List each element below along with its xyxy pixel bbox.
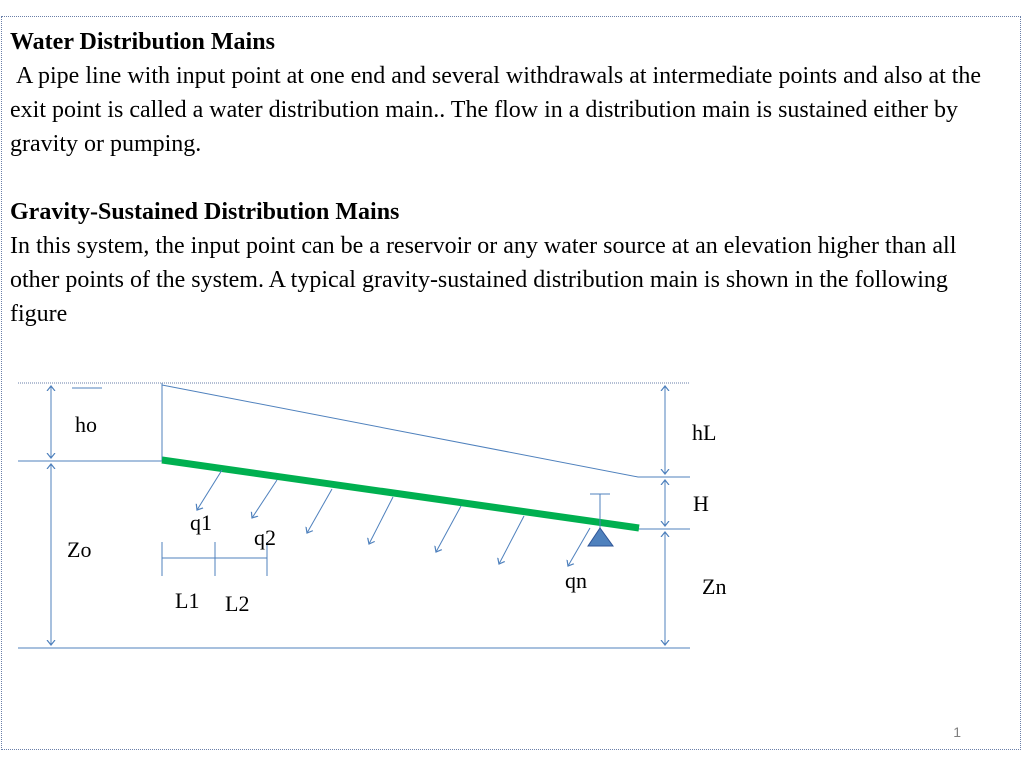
withdrawal-arrows <box>197 470 590 566</box>
withdrawal-arrow-icon <box>197 470 222 510</box>
label-zo: Zo <box>67 537 92 562</box>
label-q2: q2 <box>254 525 276 550</box>
withdrawal-arrow-icon <box>369 497 393 544</box>
withdrawal-arrow-icon <box>307 489 332 533</box>
label-ho: ho <box>75 412 97 437</box>
slide-title: Water Distribution Mains <box>10 29 275 55</box>
hydraulic-grade-line <box>162 385 690 477</box>
triangle-valve-icon <box>588 528 613 546</box>
label-hl: hL <box>692 420 717 445</box>
section-paragraph: In this system, the input point can be a reservoir or any water source at an elevation higher than all other points of the system. A typical gravity-sustained distribution main is shown in the following figure <box>10 233 957 327</box>
withdrawal-arrow-icon <box>499 516 524 564</box>
label-q1: q1 <box>190 510 212 535</box>
section-title: Gravity-Sustained Distribution Mains <box>10 199 400 225</box>
label-l1: L1 <box>175 588 200 613</box>
label-zn: Zn <box>702 574 727 599</box>
page-number: 1 <box>953 724 961 740</box>
label-l2: L2 <box>225 591 250 616</box>
withdrawal-arrow-icon <box>252 480 277 518</box>
intro-paragraph: A pipe line with input point at one end and several withdrawals at intermediate points and also at the exit point is called a water distribution main.. The flow in a distribution main is sustained either by gravity or pumping. <box>10 63 988 157</box>
label-h: H <box>693 491 709 516</box>
withdrawal-arrow-icon <box>568 528 590 566</box>
distribution-pipe <box>162 460 639 528</box>
label-qn: qn <box>565 568 587 593</box>
withdrawal-arrow-icon <box>436 506 461 552</box>
